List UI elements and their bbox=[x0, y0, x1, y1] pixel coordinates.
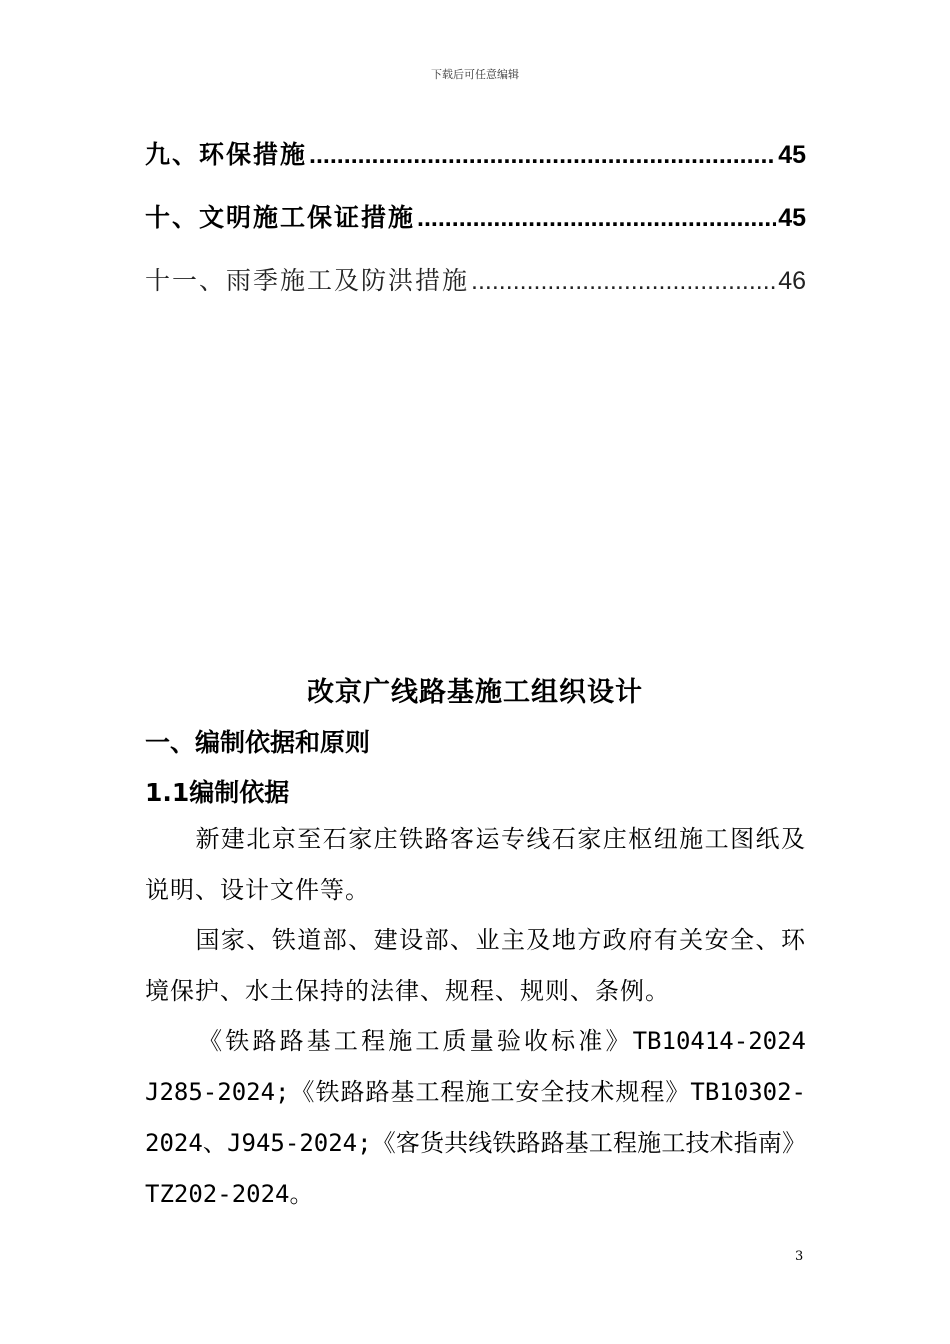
page-header-note: 下载后可任意编辑 bbox=[431, 68, 519, 81]
toc-entry-label: 十一、雨季施工及防洪措施 bbox=[145, 266, 470, 295]
paragraph-text: 国家、铁道部、建设部、业主及地方政府有关安全、环境保护、水土保持的法律、规程、规则、条例。 bbox=[145, 926, 806, 1005]
paragraph-text: 《铁路路基工程施工质量验收标准》TB10414-2024 J285-2024;《铁路路基工程施工安全技术规程》TB10302-2024、J945-2024;《客货共线铁路路基工程施工技术指南》TZ202-2024。 bbox=[145, 1027, 806, 1208]
toc-entry-page: 45 bbox=[778, 204, 806, 232]
toc-entry[interactable] bbox=[145, 198, 806, 234]
toc-entry-page: 46 bbox=[778, 267, 806, 295]
page-number: 3 bbox=[795, 1249, 804, 1264]
toc-entry-label: 九、环保措施 bbox=[145, 140, 308, 169]
body-paragraph bbox=[145, 1016, 806, 1220]
body-paragraph bbox=[145, 915, 806, 1017]
body-paragraph bbox=[145, 814, 806, 916]
toc-entry-page: 45 bbox=[778, 141, 806, 169]
document-title: 改京广线路基施工组织设计 bbox=[307, 677, 643, 708]
subsection-heading: 1.1编制依据 bbox=[145, 778, 290, 807]
section-heading: 一、编制依据和原则 bbox=[145, 728, 371, 757]
toc-entry[interactable] bbox=[145, 261, 806, 297]
paragraph-text: 新建北京至石家庄铁路客运专线石家庄枢纽施工图纸及说明、设计文件等。 bbox=[145, 825, 806, 904]
toc-leader-dots bbox=[471, 267, 776, 296]
toc-leader-dots bbox=[309, 141, 776, 170]
toc-leader-dots bbox=[417, 204, 776, 233]
toc-entry[interactable] bbox=[145, 135, 806, 171]
toc-entry-label: 十、文明施工保证措施 bbox=[145, 203, 416, 232]
